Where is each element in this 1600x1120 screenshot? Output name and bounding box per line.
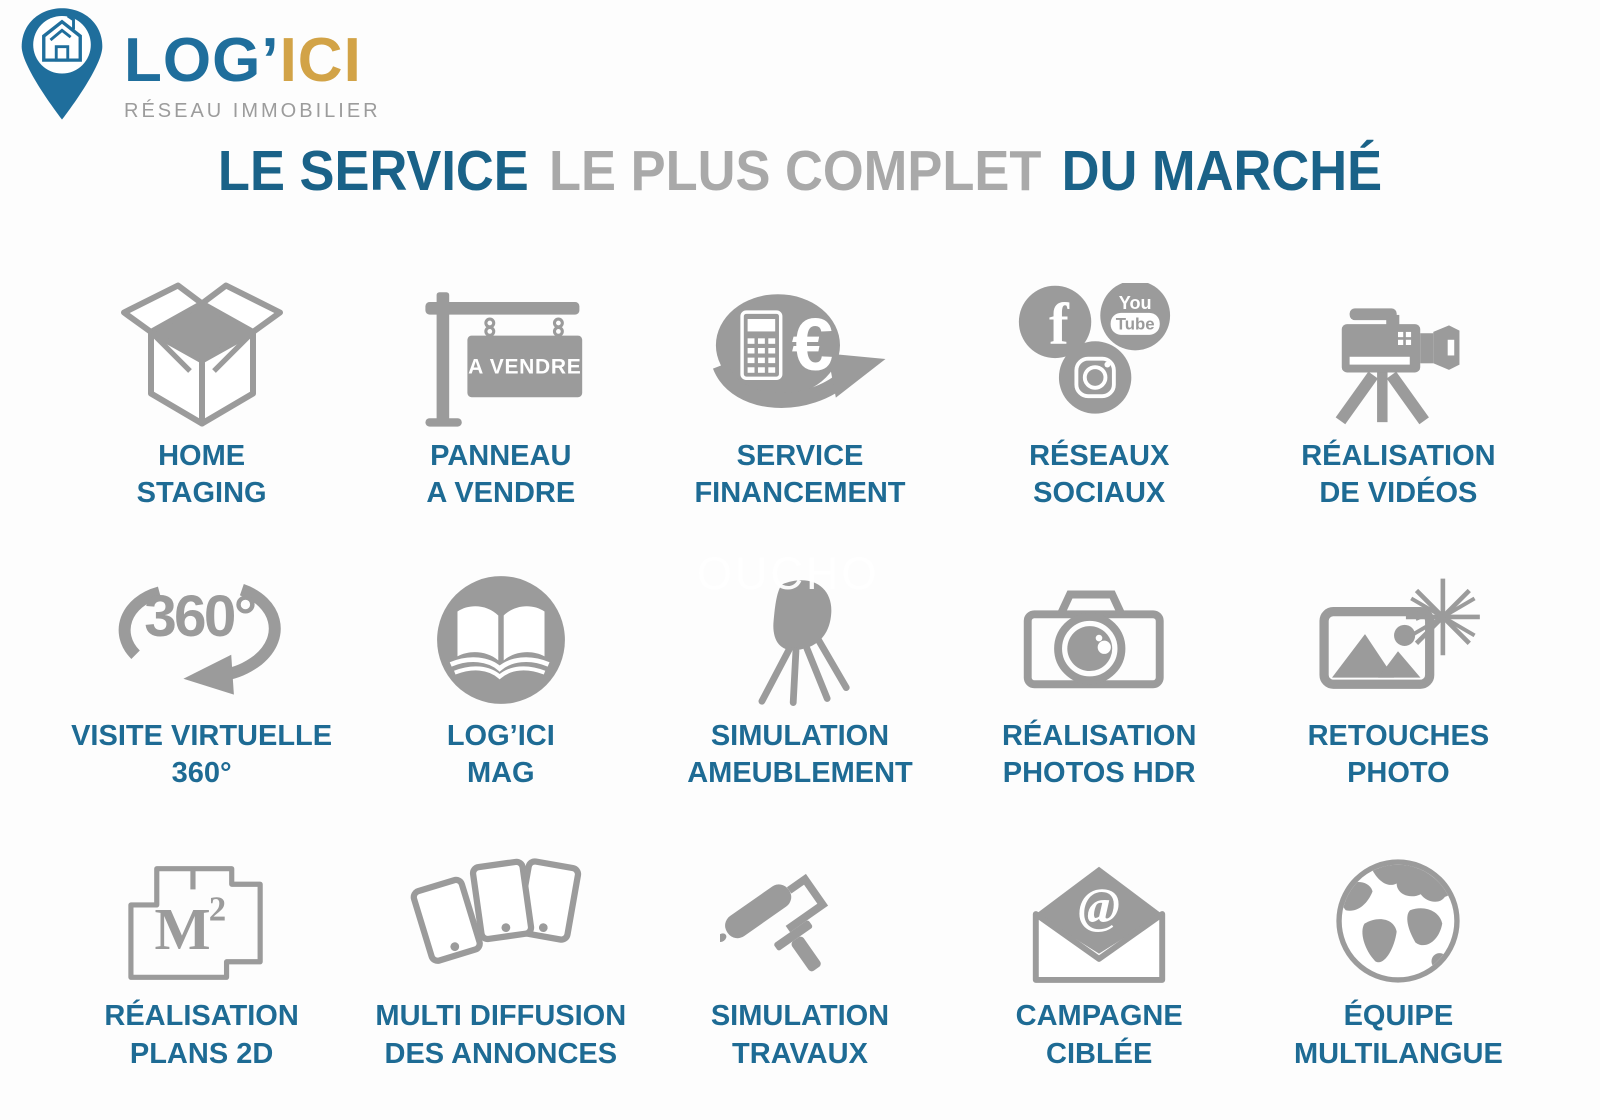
- service-visite-virtuelle-360: [58, 536, 345, 792]
- service-label-line1: RETOUCHES: [1307, 720, 1490, 753]
- for-sale-sign-icon: [417, 256, 585, 428]
- service-label: [687, 718, 913, 792]
- at-symbol: @: [1078, 877, 1120, 934]
- youtube-you: You: [1118, 292, 1152, 313]
- euro-symbol: €: [791, 303, 834, 387]
- service-label: [711, 998, 889, 1072]
- service-label: [1294, 998, 1503, 1072]
- m2-superscript: 2: [208, 889, 226, 929]
- service-label: [1308, 718, 1490, 792]
- service-label: [375, 998, 626, 1072]
- service-label: [71, 718, 332, 792]
- service-label-line2: AMEUBLEMENT: [687, 757, 913, 790]
- logo-text: [124, 26, 381, 123]
- globe-icon: [1324, 816, 1472, 988]
- service-label-line2: FINANCEMENT: [694, 477, 906, 510]
- brand-name: [124, 26, 381, 95]
- service-label-line2: TRAVAUX: [732, 1037, 868, 1070]
- facebook-f: f: [1049, 290, 1070, 357]
- services-grid: [58, 256, 1542, 1073]
- service-label-line1: SIMULATION: [710, 1000, 890, 1033]
- service-label-line1: MULTI DIFFUSION: [375, 1000, 627, 1033]
- service-label-line1: RÉALISATION: [1001, 720, 1197, 753]
- photo-retouch-icon: [1312, 536, 1484, 708]
- service-logici-mag: [357, 536, 644, 792]
- service-label-line2: MAG: [466, 757, 535, 790]
- service-label-line1: CAMPAGNE: [1015, 1000, 1183, 1033]
- camera-icon: [1013, 536, 1185, 708]
- title-part-2: LE PLUS COMPLET: [549, 139, 1042, 203]
- m2-letter: M: [154, 896, 211, 963]
- service-label: [694, 438, 905, 512]
- service-simulation-travaux: [656, 816, 943, 1072]
- service-campagne-ciblee: [956, 816, 1243, 1072]
- brand-secondary: ICI: [279, 26, 362, 95]
- social-networks-icon: [1015, 256, 1183, 428]
- title-part-1: LE SERVICE: [217, 139, 529, 203]
- service-label-line1: RÉSEAUX: [1029, 440, 1170, 472]
- youtube-tube: Tube: [1115, 314, 1155, 334]
- page-title: [64, 138, 1536, 204]
- service-label-line1: SERVICE: [736, 440, 864, 472]
- logo: [14, 4, 381, 123]
- open-book-icon: [426, 536, 576, 708]
- map-pin-house-icon: [14, 4, 110, 122]
- service-realisation-videos: [1255, 256, 1542, 512]
- service-label: [1016, 998, 1183, 1072]
- paint-roller-icon: [720, 816, 880, 988]
- brand-subtitle: RÉSEAU IMMOBILIER: [124, 100, 381, 122]
- service-multi-diffusion: [357, 816, 644, 1072]
- service-retouches-photo: [1255, 536, 1542, 792]
- service-plans-2d: [58, 816, 345, 1072]
- service-financement: [656, 256, 943, 512]
- service-equipe-multilangue: [1255, 816, 1542, 1072]
- service-label-line1: HOME: [158, 440, 246, 472]
- service-label-line1: SIMULATION: [710, 720, 890, 753]
- service-label: [1002, 718, 1196, 792]
- service-label: [1029, 438, 1169, 512]
- service-label: [447, 718, 555, 792]
- watermark-text: OUCHO: [697, 548, 880, 599]
- service-label: [426, 438, 575, 512]
- service-label-line1: RÉALISATION: [104, 1000, 299, 1033]
- open-box-icon: [112, 256, 292, 428]
- service-panneau-a-vendre: [357, 256, 644, 512]
- service-label: [137, 438, 267, 512]
- service-label-line2: DES ANNONCES: [384, 1037, 618, 1070]
- service-home-staging: [58, 256, 345, 512]
- service-reseaux-sociaux: [956, 256, 1243, 512]
- video-camera-tripod-icon: [1313, 256, 1483, 428]
- title-part-3: DU MARCHÉ: [1061, 139, 1383, 203]
- envelope-at-icon: [1020, 816, 1178, 988]
- service-label: [104, 998, 298, 1072]
- instagram-icon: [1059, 341, 1131, 413]
- service-label-line2: PHOTOS HDR: [1002, 757, 1196, 790]
- service-label-line2: A VENDRE: [426, 477, 576, 510]
- multi-devices-icon: [407, 816, 595, 988]
- service-label-line2: PHOTO: [1347, 757, 1450, 790]
- service-label-line2: PLANS 2D: [129, 1037, 274, 1070]
- service-label-line1: RÉALISATION: [1301, 440, 1496, 472]
- brand-primary: LOG’: [124, 26, 280, 95]
- 360-rotation-icon: [109, 536, 295, 708]
- service-label-line2: SOCIAUX: [1033, 477, 1166, 510]
- floor-plan-m2-icon: [118, 816, 286, 988]
- service-label-line1: ÉQUIPE: [1343, 1000, 1454, 1033]
- service-label-line2: CIBLÉE: [1046, 1037, 1153, 1070]
- service-photos-hdr: [956, 536, 1243, 792]
- sign-text: A VENDRE: [467, 355, 582, 379]
- service-label-line1: LOG’ICI: [446, 720, 555, 753]
- financing-calculator-icon: [709, 256, 891, 428]
- service-label-line2: STAGING: [136, 477, 267, 510]
- service-label-line1: VISITE VIRTUELLE: [71, 720, 333, 753]
- service-label-line2: DE VIDÉOS: [1319, 477, 1478, 510]
- service-label: [1301, 438, 1495, 512]
- service-label-line1: PANNEAU: [430, 440, 572, 472]
- 360-text: 360°: [143, 584, 255, 650]
- service-label-line2: MULTILANGUE: [1293, 1037, 1503, 1070]
- service-label-line2: 360°: [171, 757, 232, 790]
